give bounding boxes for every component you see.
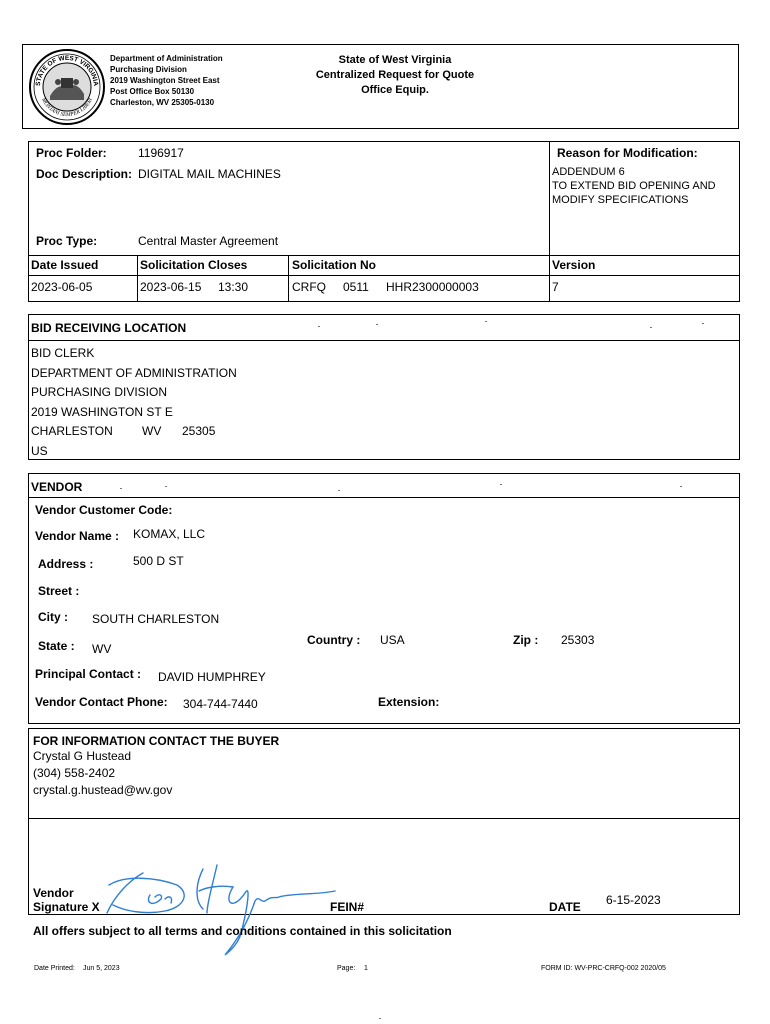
solicitation-closes-label: Solicitation Closes [140, 258, 248, 272]
date-label: DATE [549, 900, 581, 914]
date-issued-label: Date Issued [31, 258, 99, 272]
proc-folder-label: Proc Folder: [36, 146, 107, 160]
scan-speck [680, 486, 682, 487]
scan-speck [376, 324, 378, 325]
street-label: Street : [38, 584, 80, 598]
buyer-name: Crystal G Hustead [33, 749, 132, 763]
address-label: Address : [38, 557, 94, 571]
signature-date: 6-15-2023 [606, 893, 661, 907]
seal-bottom-text: MONTANI SEMPER LIBERI [40, 97, 94, 119]
address-value: 500 D ST [133, 554, 184, 568]
address-state: WV [142, 424, 162, 438]
modification-line: MODIFY SPECIFICATIONS [552, 194, 689, 206]
address-city: CHARLESTON [31, 424, 113, 438]
title-line: Centralized Request for Quote [315, 69, 475, 81]
title-line: State of West Virginia [338, 54, 452, 66]
vendor-title: VENDOR [31, 480, 83, 494]
solicitation-closes-time: 13:30 [218, 280, 249, 294]
scan-speck [120, 488, 122, 489]
scan-speck [650, 327, 652, 328]
buyer-rule [28, 818, 740, 819]
signature-x-label: Signature X [33, 900, 100, 914]
buyer-phone: (304) 558-2402 [33, 766, 116, 780]
doc-description-value: DIGITAL MAIL MACHINES [138, 167, 281, 181]
scan-speck [702, 323, 704, 324]
agency-line: Post Office Box 50130 [110, 87, 195, 96]
contact-phone-value: 304-744-7440 [183, 697, 258, 711]
agency-line: Charleston, WV 25305-0130 [110, 98, 215, 107]
vendor-rule [28, 497, 740, 498]
title-line: Office Equip. [361, 84, 429, 96]
dates-col-divider [288, 255, 289, 302]
zip-value: 25303 [561, 633, 595, 647]
modification-line: TO EXTEND BID OPENING AND [552, 180, 716, 192]
customer-code-label: Vendor Customer Code: [35, 503, 173, 517]
scan-speck [500, 484, 502, 485]
scan-speck [485, 321, 487, 322]
vendor-signature-label [33, 886, 100, 914]
extension-label: Extension: [378, 695, 440, 709]
handwritten-signature [95, 855, 345, 965]
modification-text [552, 165, 716, 207]
solicitation-no-label: Solicitation No [292, 258, 376, 272]
state-value: WV [92, 642, 112, 656]
city-label: City : [38, 610, 68, 624]
country-label: Country : [307, 633, 361, 647]
address-country: US [31, 443, 48, 458]
page-label: Page: [337, 965, 356, 972]
vendor-name-label: Vendor Name : [35, 529, 120, 543]
date-printed-label: Date Printed: [34, 965, 75, 972]
bid-receiving-rule [28, 340, 740, 341]
date-printed-value: Jun 5, 2023 [83, 965, 120, 972]
proc-type-label: Proc Type: [36, 234, 98, 248]
agency-address [110, 53, 223, 108]
agency-line: Purchasing Division [110, 65, 187, 74]
proc-folder-value: 1196917 [138, 146, 184, 160]
form-id: FORM ID: WV-PRC-CRFQ-002 2020/05 [541, 965, 666, 972]
version-label: Version [552, 258, 596, 272]
buyer-email: crystal.g.hustead@wv.gov [33, 783, 173, 797]
terms-statement: All offers subject to all terms and conditions contained in this solicitation [33, 924, 452, 938]
proc-type-value: Central Master Agreement [138, 234, 279, 248]
solicitation-number: HHR2300000003 [386, 280, 479, 294]
scan-speck [165, 486, 167, 487]
dates-header-rule [28, 255, 740, 256]
doc-description-label: Doc Description: [36, 167, 133, 181]
principal-contact-value: DAVID HUMPHREY [158, 670, 266, 684]
state-seal [28, 48, 106, 126]
modification-label: Reason for Modification: [557, 146, 698, 160]
bid-receiving-title: BID RECEIVING LOCATION [31, 321, 187, 335]
address-line: 2019 WASHINGTON ST E [31, 404, 173, 419]
vendor-label: Vendor [33, 886, 74, 900]
scan-speck [379, 1018, 381, 1019]
contact-phone-label: Vendor Contact Phone: [35, 695, 168, 709]
address-zip: 25305 [182, 424, 216, 438]
scan-speck [338, 490, 340, 491]
version-value: 7 [552, 280, 559, 294]
seal-top-text: STATE OF WEST VIRGINIA [34, 54, 100, 87]
fein-label: FEIN# [330, 900, 365, 914]
document-title [270, 53, 520, 98]
principal-contact-label: Principal Contact : [35, 667, 142, 681]
address-line: BID CLERK [31, 346, 95, 360]
solicitation-code: 0511 [343, 280, 369, 294]
agency-line: 2019 Washington Street East [110, 76, 220, 85]
agency-line: Department of Administration [110, 54, 223, 63]
solicitation-closes-date: 2023-06-15 [140, 280, 202, 294]
scan-speck [318, 326, 320, 327]
solicitation-type: CRFQ [292, 280, 326, 294]
zip-label: Zip : [513, 633, 539, 647]
vendor-name-value: KOMAX, LLC [133, 527, 206, 541]
date-issued-value: 2023-06-05 [31, 280, 93, 294]
city-value: SOUTH CHARLESTON [92, 612, 220, 626]
bid-receiving-address [31, 344, 237, 461]
modification-divider [549, 141, 550, 302]
state-label: State : [38, 639, 75, 653]
dates-value-rule [28, 275, 740, 276]
address-line: DEPARTMENT OF ADMINISTRATION [31, 365, 237, 380]
address-line: PURCHASING DIVISION [31, 385, 168, 399]
modification-line: ADDENDUM 6 [552, 166, 625, 178]
country-value: USA [380, 633, 405, 647]
buyer-title: FOR INFORMATION CONTACT THE BUYER [33, 734, 280, 748]
page-value: 1 [364, 965, 368, 972]
dates-col-divider [137, 255, 138, 302]
